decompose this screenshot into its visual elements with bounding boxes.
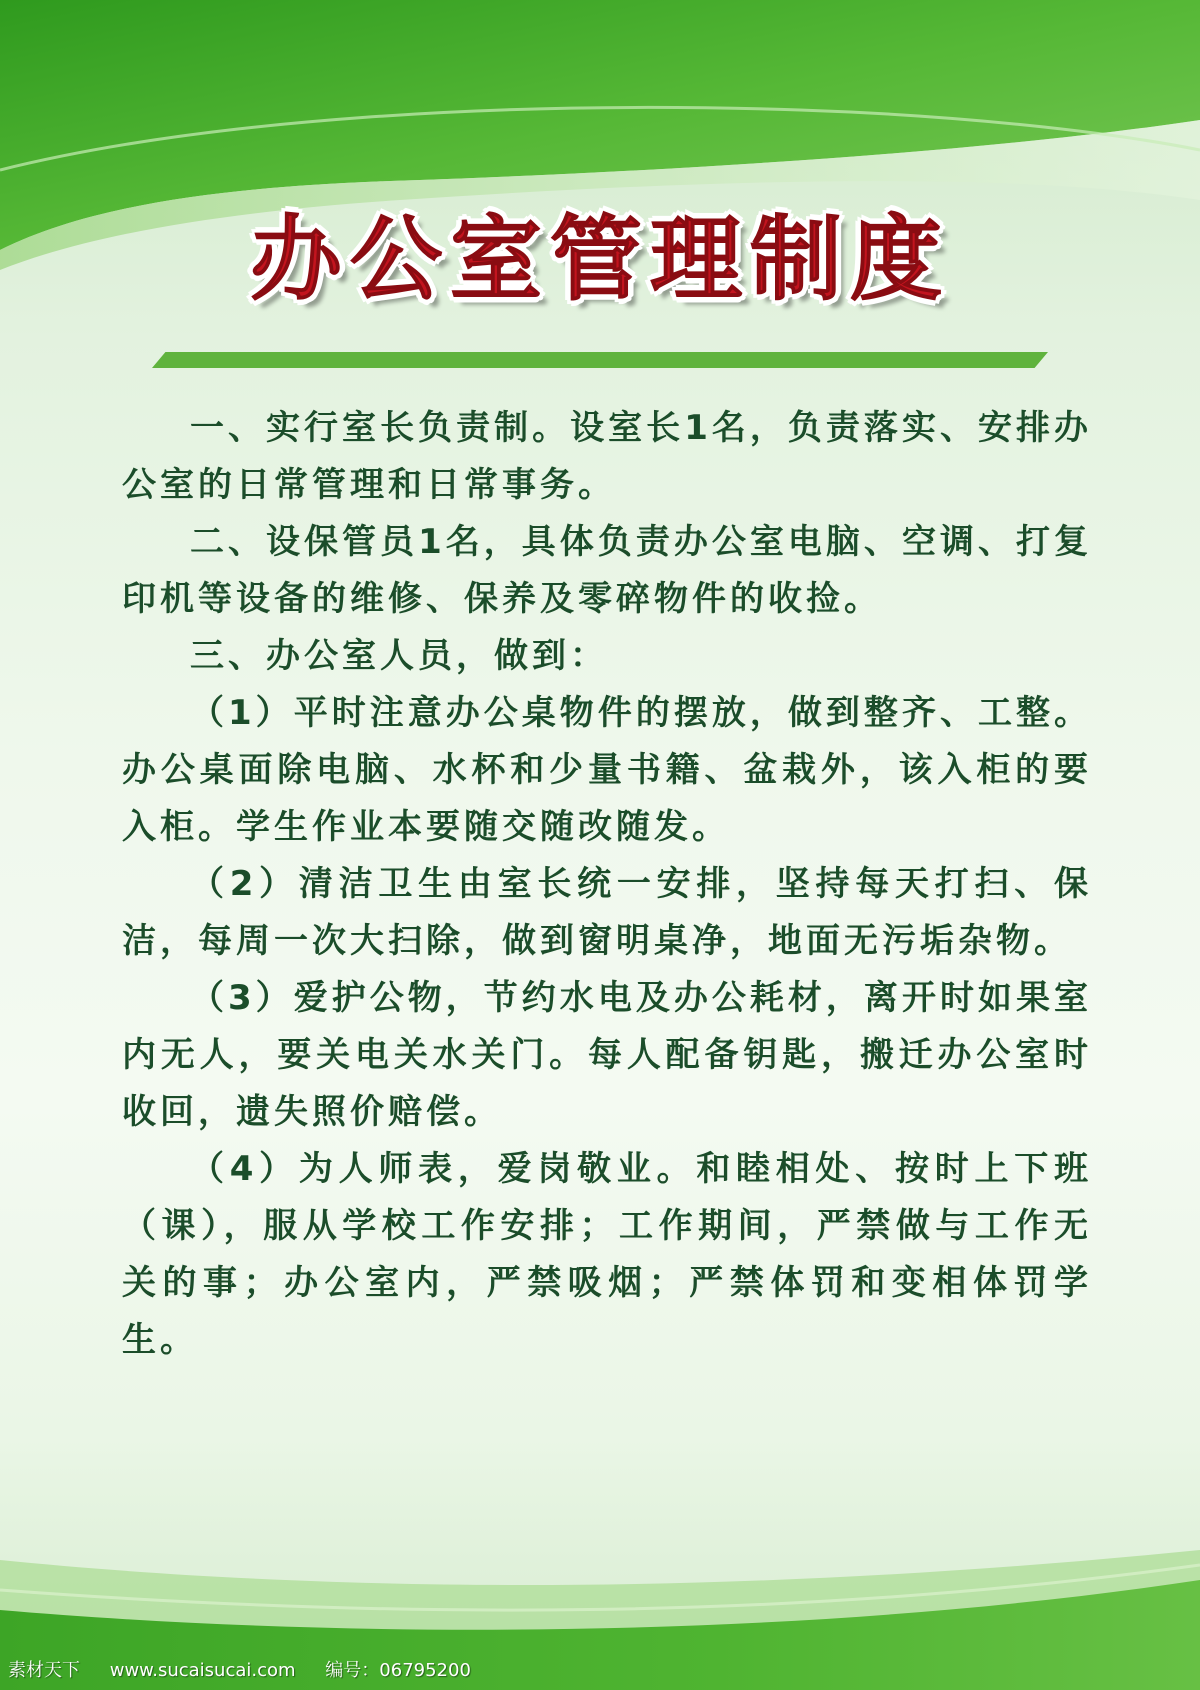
watermark-footer (8, 1656, 495, 1682)
watermark-id: 编号：06795200 (325, 1660, 471, 1681)
rule-item-1: （1）平时注意办公桌物件的摆放，做到整齐、工整。办公桌面除电脑、水杯和少量书籍、盆栽外，该入柜的要入柜。学生作业本要随交随改随发。 (122, 693, 1092, 847)
rule-paragraph-3: 三、办公室人员，做到： (190, 636, 608, 676)
rule-item-4: （4）为人师表，爱岗敬业。和睦相处、按时上下班（课），服从学校工作安排；工作期间，严禁做与工作无关的事；办公室内，严禁吸烟；严禁体罚和变相体罚学生。 (122, 1149, 1092, 1360)
rule-item-3: （3）爱护公物，节约水电及办公耗材，离开时如果室内无人，要关电关水关门。每人配备钥匙，搬迁办公室时收回，遗失照价赔偿。 (122, 978, 1092, 1132)
watermark-site-url: www.sucaisucai.com (109, 1660, 296, 1681)
rule-item-2: （2）清洁卫生由室长统一安排，坚持每天打扫、保洁，每周一次大扫除，做到窗明桌净，地面无污垢杂物。 (122, 864, 1092, 961)
rules-body (122, 400, 1092, 1369)
rule-paragraph-2: 二、设保管员1名，具体负责办公室电脑、空调、打复印机等设备的维修、保养及零碎物件的收捡。 (122, 522, 1092, 619)
rule-paragraph-1: 一、实行室长负责制。设室长1名，负责落实、安排办公室的日常管理和日常事务。 (122, 408, 1092, 505)
watermark-site-name: 素材天下 (8, 1660, 80, 1681)
title-underline-bar (152, 352, 1048, 368)
page-title: 办公室管理制度 (249, 206, 950, 313)
